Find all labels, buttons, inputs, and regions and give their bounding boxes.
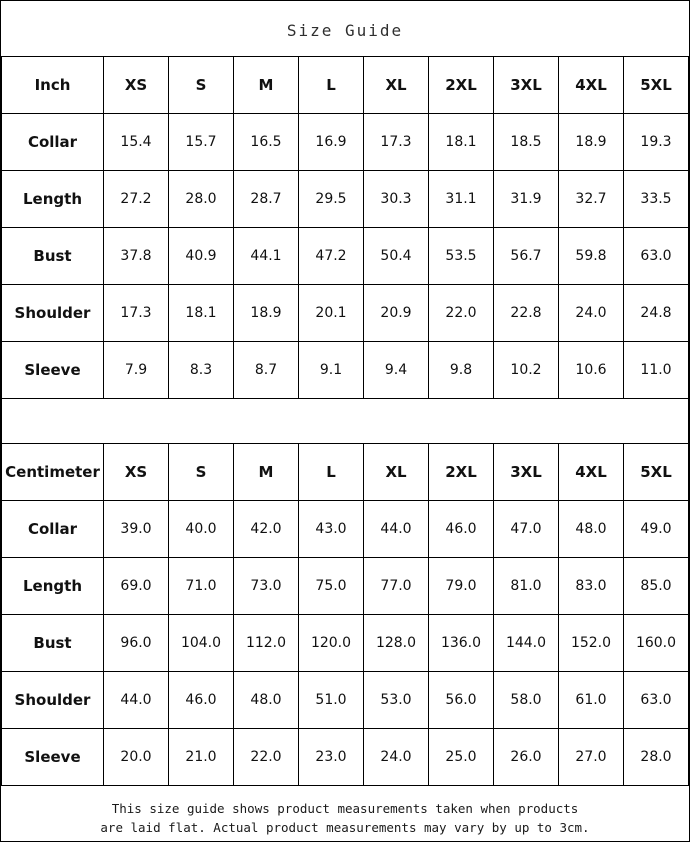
cell: 9.4 [364,342,429,399]
cell: 59.8 [559,228,624,285]
footnote-line-1: This size guide shows product measurements taken when products [111,801,579,816]
cell: 17.3 [104,285,169,342]
cell: 11.0 [624,342,689,399]
cell: 18.1 [169,285,234,342]
footnote-line-2: are laid flat. Actual product measurements may vary by up to 3cm. [100,819,590,835]
size-header-s: S [169,444,234,501]
cell: 26.0 [494,729,559,786]
size-header-l: L [299,57,364,114]
cell: 136.0 [429,615,494,672]
cell: 22.0 [234,729,299,786]
cell: 15.4 [104,114,169,171]
table-row [2,615,689,672]
cell: 56.0 [429,672,494,729]
cell: 128.0 [364,615,429,672]
cell: 42.0 [234,501,299,558]
page-title: Size Guide [286,21,404,40]
measure-label-bust: Bust [2,228,104,285]
cell: 44.0 [364,501,429,558]
cell: 8.3 [169,342,234,399]
cell: 31.1 [429,171,494,228]
cell: 22.8 [494,285,559,342]
cell: 33.5 [624,171,689,228]
size-header-xs: XS [104,444,169,501]
cell: 10.2 [494,342,559,399]
size-header-xl: XL [364,57,429,114]
cell: 18.9 [234,285,299,342]
cell: 61.0 [559,672,624,729]
measure-label-length: Length [2,171,104,228]
table-row [2,228,689,285]
cell: 24.0 [364,729,429,786]
measure-label-sleeve: Sleeve [2,729,104,786]
cell: 37.8 [104,228,169,285]
size-header-m: M [234,444,299,501]
cell: 50.4 [364,228,429,285]
inch-size-table [1,56,689,399]
cell: 160.0 [624,615,689,672]
cell: 83.0 [559,558,624,615]
cell: 75.0 [299,558,364,615]
size-header-5xl: 5XL [624,444,689,501]
cell: 29.5 [299,171,364,228]
cell: 120.0 [299,615,364,672]
cell: 24.0 [559,285,624,342]
cell: 43.0 [299,501,364,558]
cell: 46.0 [429,501,494,558]
cell: 71.0 [169,558,234,615]
table-row [2,672,689,729]
cell: 53.0 [364,672,429,729]
table-header-row [2,444,689,501]
cell: 20.0 [104,729,169,786]
cell: 20.9 [364,285,429,342]
cell: 69.0 [104,558,169,615]
cell: 96.0 [104,615,169,672]
cell: 32.7 [559,171,624,228]
cell: 48.0 [559,501,624,558]
cell: 49.0 [624,501,689,558]
cell: 9.8 [429,342,494,399]
cell: 48.0 [234,672,299,729]
table-row [2,114,689,171]
cell: 30.3 [364,171,429,228]
cell: 23.0 [299,729,364,786]
size-header-3xl: 3XL [494,57,559,114]
cell: 7.9 [104,342,169,399]
cell: 44.1 [234,228,299,285]
measure-label-shoulder: Shoulder [2,285,104,342]
cell: 81.0 [494,558,559,615]
table-row [2,342,689,399]
cell: 152.0 [559,615,624,672]
cell: 28.0 [624,729,689,786]
cell: 15.7 [169,114,234,171]
table-header-row [2,57,689,114]
cell: 20.1 [299,285,364,342]
cell: 39.0 [104,501,169,558]
cell: 104.0 [169,615,234,672]
cell: 47.2 [299,228,364,285]
size-header-3xl: 3XL [494,444,559,501]
cell: 40.0 [169,501,234,558]
cell: 44.0 [104,672,169,729]
cell: 16.5 [234,114,299,171]
measure-label-length: Length [2,558,104,615]
unit-header-centimeter: Centimeter [2,444,104,501]
cell: 18.1 [429,114,494,171]
size-header-xs: XS [104,57,169,114]
cell: 58.0 [494,672,559,729]
cell: 10.6 [559,342,624,399]
table-separator [1,399,689,443]
measure-label-bust: Bust [2,615,104,672]
size-header-2xl: 2XL [429,57,494,114]
cell: 16.9 [299,114,364,171]
cell: 56.7 [494,228,559,285]
table-row [2,171,689,228]
cell: 51.0 [299,672,364,729]
size-header-m: M [234,57,299,114]
cell: 28.0 [169,171,234,228]
cell: 8.7 [234,342,299,399]
size-header-4xl: 4XL [559,444,624,501]
size-header-5xl: 5XL [624,57,689,114]
cell: 77.0 [364,558,429,615]
table-row [2,285,689,342]
cell: 73.0 [234,558,299,615]
table-row [2,501,689,558]
cell: 25.0 [429,729,494,786]
cell: 22.0 [429,285,494,342]
cell: 63.0 [624,228,689,285]
cell: 27.0 [559,729,624,786]
measure-label-collar: Collar [2,501,104,558]
cell: 31.9 [494,171,559,228]
cell: 18.5 [494,114,559,171]
size-header-xl: XL [364,444,429,501]
cell: 24.8 [624,285,689,342]
measure-label-shoulder: Shoulder [2,672,104,729]
cell: 19.3 [624,114,689,171]
cell: 21.0 [169,729,234,786]
size-header-s: S [169,57,234,114]
cell: 144.0 [494,615,559,672]
cell: 46.0 [169,672,234,729]
size-header-4xl: 4XL [559,57,624,114]
cell: 63.0 [624,672,689,729]
measure-label-collar: Collar [2,114,104,171]
cell: 28.7 [234,171,299,228]
size-header-2xl: 2XL [429,444,494,501]
cell: 18.9 [559,114,624,171]
cell: 112.0 [234,615,299,672]
centimeter-size-table [1,443,689,786]
cell: 40.9 [169,228,234,285]
cell: 17.3 [364,114,429,171]
footnote [1,786,689,848]
size-header-l: L [299,444,364,501]
cell: 85.0 [624,558,689,615]
unit-header-inch: Inch [2,57,104,114]
table-row [2,558,689,615]
cell: 27.2 [104,171,169,228]
measure-label-sleeve: Sleeve [2,342,104,399]
cell: 53.5 [429,228,494,285]
cell: 79.0 [429,558,494,615]
table-row [2,729,689,786]
cell: 9.1 [299,342,364,399]
cell: 47.0 [494,501,559,558]
